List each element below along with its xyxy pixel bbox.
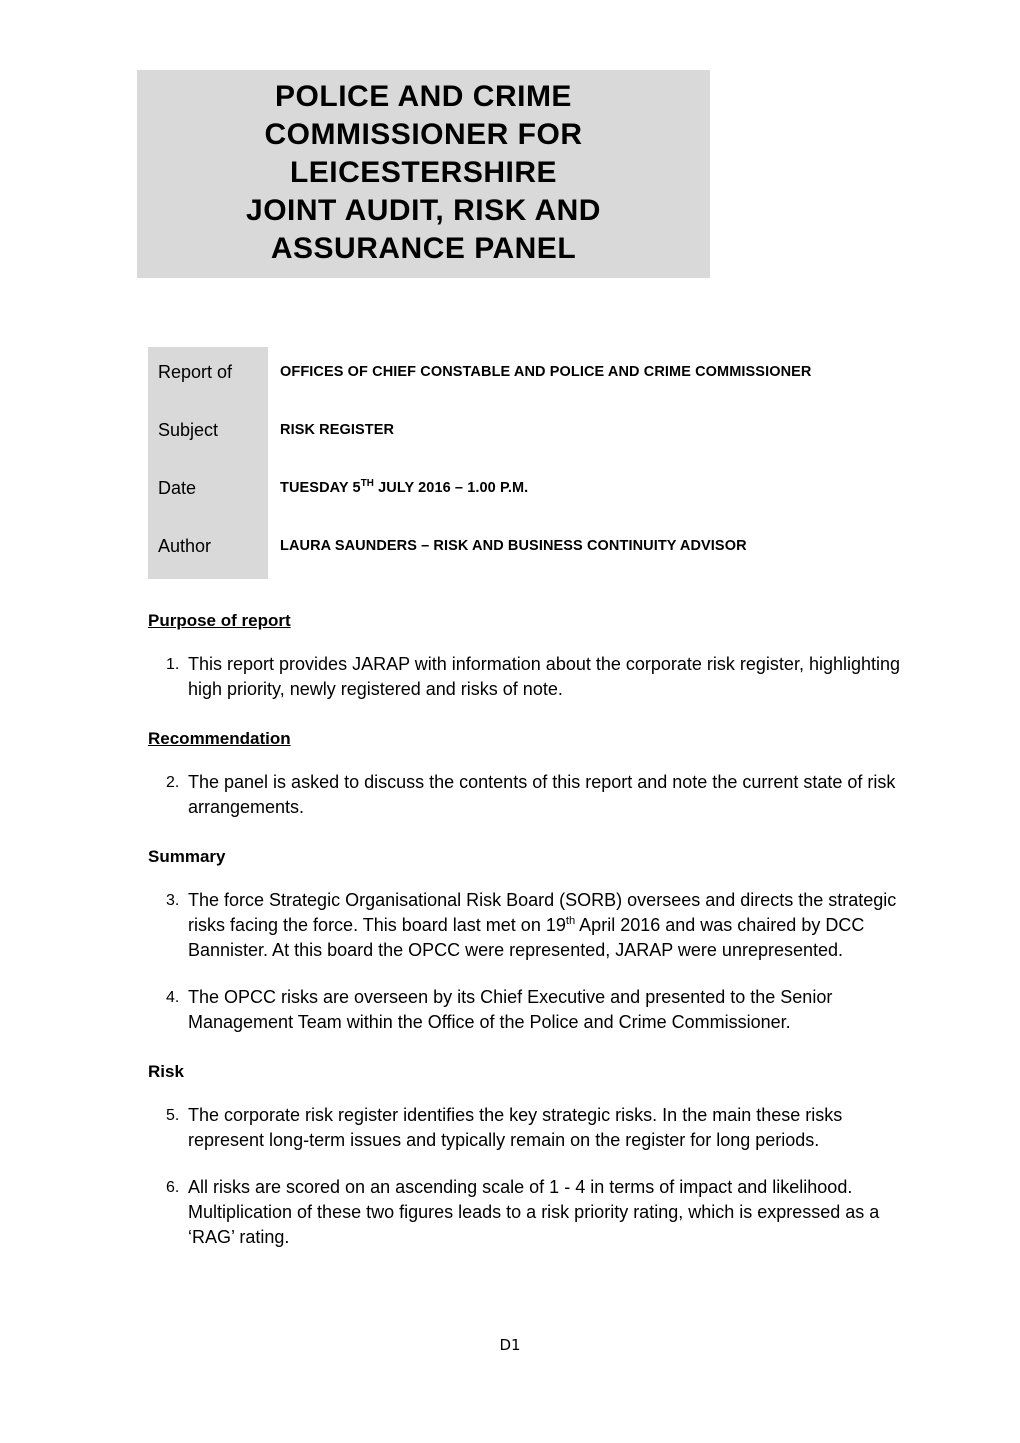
meta-row-subject — [148, 405, 908, 441]
list-item-2 — [148, 770, 908, 820]
document-title-block — [137, 70, 710, 278]
list-item-1 — [148, 652, 908, 702]
report-meta-table — [148, 347, 908, 579]
meta-spacer-value-1 — [268, 383, 908, 405]
meta-value-cell-author — [268, 521, 908, 557]
meta-label-author: Author — [158, 536, 212, 556]
page-marker: D1 — [499, 1336, 521, 1354]
meta-value-subject: RISK REGISTER — [280, 422, 395, 438]
meta-spacer-label-1 — [148, 383, 268, 405]
list-item-5 — [148, 1103, 908, 1153]
list-item-1-number: 1. — [166, 656, 180, 673]
list-item-1-text: This report provides JARAP with information about the corporate risk register, highlighting high priority, newly registered and risks of note. — [188, 654, 901, 699]
title-line-2: COMMISSIONER FOR — [264, 118, 583, 151]
meta-row-author — [148, 521, 908, 557]
meta-label-date: Date — [158, 478, 197, 498]
list-item-4-text: The OPCC risks are overseen by its Chief Executive and presented to the Senior Management Team within the Office of the Police and Crime Commissioner. — [188, 987, 833, 1032]
title-line-3: LEICESTERSHIRE — [289, 156, 558, 189]
list-item-3-text — [188, 888, 908, 963]
list-item-2-text: The panel is asked to discuss the contents of this report and note the current state of risk arrangements. — [188, 772, 896, 817]
heading-recommendation: Recommendation — [148, 729, 291, 748]
meta-value-date-prefix: TUESDAY 5 — [280, 480, 361, 496]
list-item-5-text: The corporate risk register identifies the key strategic risks. In the main these risks represent long-term issues and typically remain on the register for long periods. — [188, 1105, 843, 1150]
list-item-6-text: All risks are scored on an ascending scale of 1 - 4 in terms of impact and likelihood. Multiplication of these two figures leads to a risk priority rating, which is expressed as a ‘RAG’ rating. — [188, 1177, 880, 1247]
meta-label-cell-date — [148, 463, 268, 499]
document-body — [148, 610, 908, 1272]
meta-row-date — [148, 463, 908, 499]
list-item-3-number: 3. — [166, 892, 180, 909]
meta-spacer-value-3 — [268, 499, 908, 521]
meta-label-subject: Subject — [158, 420, 219, 440]
list-item-3 — [148, 888, 908, 963]
list-item-2-number: 2. — [166, 774, 180, 791]
title-line-4: JOINT AUDIT, RISK AND — [246, 194, 601, 227]
meta-label-cell-author — [148, 521, 268, 557]
meta-spacer-value-4 — [268, 557, 908, 579]
list-item-3-text-after-ordinal: April 2016 and was chaired by DCC Bannister. At this board the OPCC were represented, JARAP were unrepresented. — [188, 915, 865, 960]
title-line-1: POLICE AND CRIME — [275, 80, 572, 113]
meta-spacer-label-4 — [148, 557, 268, 579]
meta-value-author: LAURA SAUNDERS – RISK AND BUSINESS CONTINUITY ADVISOR — [280, 538, 747, 554]
list-item-6 — [148, 1175, 908, 1250]
list-item-5-number: 5. — [166, 1107, 180, 1124]
list-item-4 — [148, 985, 908, 1035]
meta-row-spacer-2 — [148, 441, 908, 463]
meta-value-cell-date — [268, 463, 908, 499]
meta-label-cell-report-of — [148, 347, 268, 383]
heading-purpose-of-report: Purpose of report — [148, 611, 291, 630]
list-item-6-number: 6. — [166, 1179, 180, 1196]
meta-row-spacer-4 — [148, 557, 908, 579]
meta-label-cell-subject — [148, 405, 268, 441]
heading-risk: Risk — [148, 1062, 184, 1081]
page-footer — [0, 1336, 1020, 1354]
list-item-4-number: 4. — [166, 989, 180, 1006]
meta-value-date-ordinal-suffix: TH — [360, 478, 375, 490]
meta-row-report-of — [148, 347, 908, 383]
meta-value-cell-subject — [268, 405, 908, 441]
meta-spacer-label-3 — [148, 499, 268, 521]
heading-summary: Summary — [148, 847, 226, 866]
meta-value-report-of: OFFICES OF CHIEF CONSTABLE AND POLICE AND CRIME COMMISSIONER — [280, 364, 812, 380]
list-item-3-ordinal-suffix: th — [565, 915, 576, 927]
meta-value-date — [280, 480, 528, 496]
meta-row-spacer-3 — [148, 499, 908, 521]
meta-value-cell-report-of — [268, 347, 908, 383]
meta-spacer-label-2 — [148, 441, 268, 463]
list-item-3-text-before-ordinal: The force Strategic Organisational Risk Board (SORB) oversees and directs the strategic risks facing the force. This board last met on 19 — [188, 890, 897, 935]
meta-label-report-of: Report of — [158, 362, 233, 382]
meta-spacer-value-2 — [268, 441, 908, 463]
meta-value-date-suffix: JULY 2016 – 1.00 P.M. — [374, 480, 529, 496]
title-line-5: ASSURANCE PANEL — [270, 232, 577, 265]
meta-row-spacer-1 — [148, 383, 908, 405]
